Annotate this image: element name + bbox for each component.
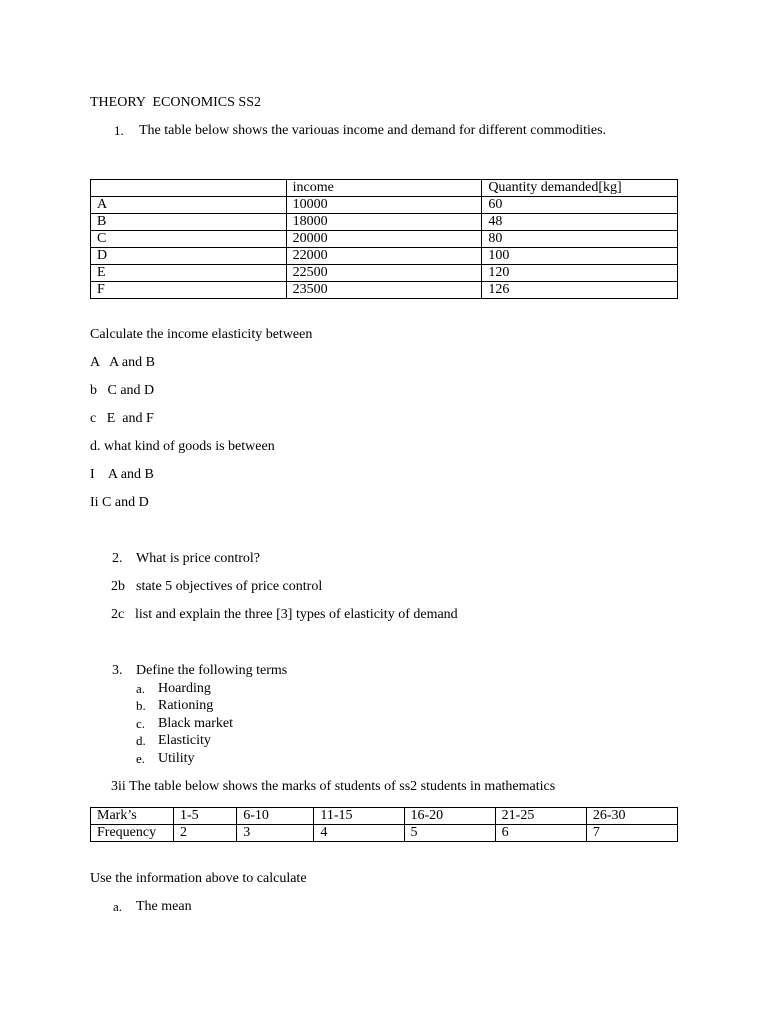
term-item: Utility [158,751,195,766]
table-header-cell [91,180,287,197]
table-cell: C [91,231,287,248]
table-cell: 22000 [286,248,482,265]
subquestion-d-ii: Ii C and D [90,495,149,510]
mean-letter: a. [113,899,123,914]
table-cell: 1-5 [174,808,237,825]
table-cell: 100 [482,248,678,265]
table-cell: 48 [482,214,678,231]
term-letter: e. [136,751,146,766]
table-cell: 4 [314,825,404,842]
term-letter: c. [136,716,146,731]
table-header-row [91,180,678,197]
table-cell: F [91,282,287,299]
table-cell: 126 [482,282,678,299]
table-cell: 26-30 [586,808,677,825]
question-2c-text: list and explain the three [3] types of elasticity of demand [135,607,458,622]
use-information-text: Use the information above to calculate [90,871,307,886]
term-letter: a. [136,681,146,696]
table-cell: 6 [495,825,586,842]
table-cell: 3 [237,825,314,842]
table-cell: D [91,248,287,265]
table-row [91,825,678,842]
table-cell: 80 [482,231,678,248]
question-1-text: The table below shows the variouas income and demand for different commodities. [139,123,607,138]
table-cell: Mark’s [91,808,174,825]
question-2-text: What is price control? [136,551,261,566]
subquestion-d: d. what kind of goods is between [90,439,275,454]
table-cell: 60 [482,197,678,214]
question-3-number: 3. [112,663,123,678]
question-2c-number: 2c [111,607,125,622]
subquestion-a: A A and B [90,355,155,370]
income-demand-table [90,179,678,299]
term-item: Hoarding [158,681,211,696]
table-cell: 21-25 [495,808,586,825]
table-row [91,197,678,214]
table-cell: 18000 [286,214,482,231]
term-item: Rationing [158,698,214,713]
table-row [91,214,678,231]
question-2b-text: state 5 objectives of price control [136,579,323,594]
table-cell: B [91,214,287,231]
table-cell: 23500 [286,282,482,299]
table-cell: 5 [404,825,495,842]
mean-text: The mean [136,899,192,914]
question-3-text: Define the following terms [136,663,288,678]
table-cell: 22500 [286,265,482,282]
table-cell: 6-10 [237,808,314,825]
table-cell: 10000 [286,197,482,214]
table-cell: 120 [482,265,678,282]
subquestion-b: b C and D [90,383,155,398]
table-row [91,282,678,299]
page-title: THEORY ECONOMICS SS2 [90,95,262,110]
term-item: Elasticity [158,733,211,748]
table-cell: E [91,265,287,282]
question-2-number: 2. [112,551,123,566]
term-item: Black market [158,716,234,731]
table-cell: 7 [586,825,677,842]
question-1-number: 1. [114,123,124,138]
marks-frequency-table [90,807,678,842]
question-2b-number: 2b [111,579,125,594]
table-header-cell: income [286,180,482,197]
table-cell: 11-15 [314,808,404,825]
table-row [91,248,678,265]
term-letter: b. [136,698,146,713]
table-cell: A [91,197,287,214]
table-cell: 20000 [286,231,482,248]
question-3ii-text: 3ii The table below shows the marks of students of ss2 students in mathematics [111,779,556,794]
table-row [91,231,678,248]
table-row [91,265,678,282]
calculate-instruction: Calculate the income elasticity between [90,327,313,342]
table-row [91,808,678,825]
table-header-cell: Quantity demanded[kg] [482,180,678,197]
subquestion-c: c E and F [90,411,154,426]
subquestion-d-i: I A and B [90,467,154,482]
table-cell: Frequency [91,825,174,842]
table-cell: 16-20 [404,808,495,825]
term-letter: d. [136,733,146,748]
table-cell: 2 [174,825,237,842]
